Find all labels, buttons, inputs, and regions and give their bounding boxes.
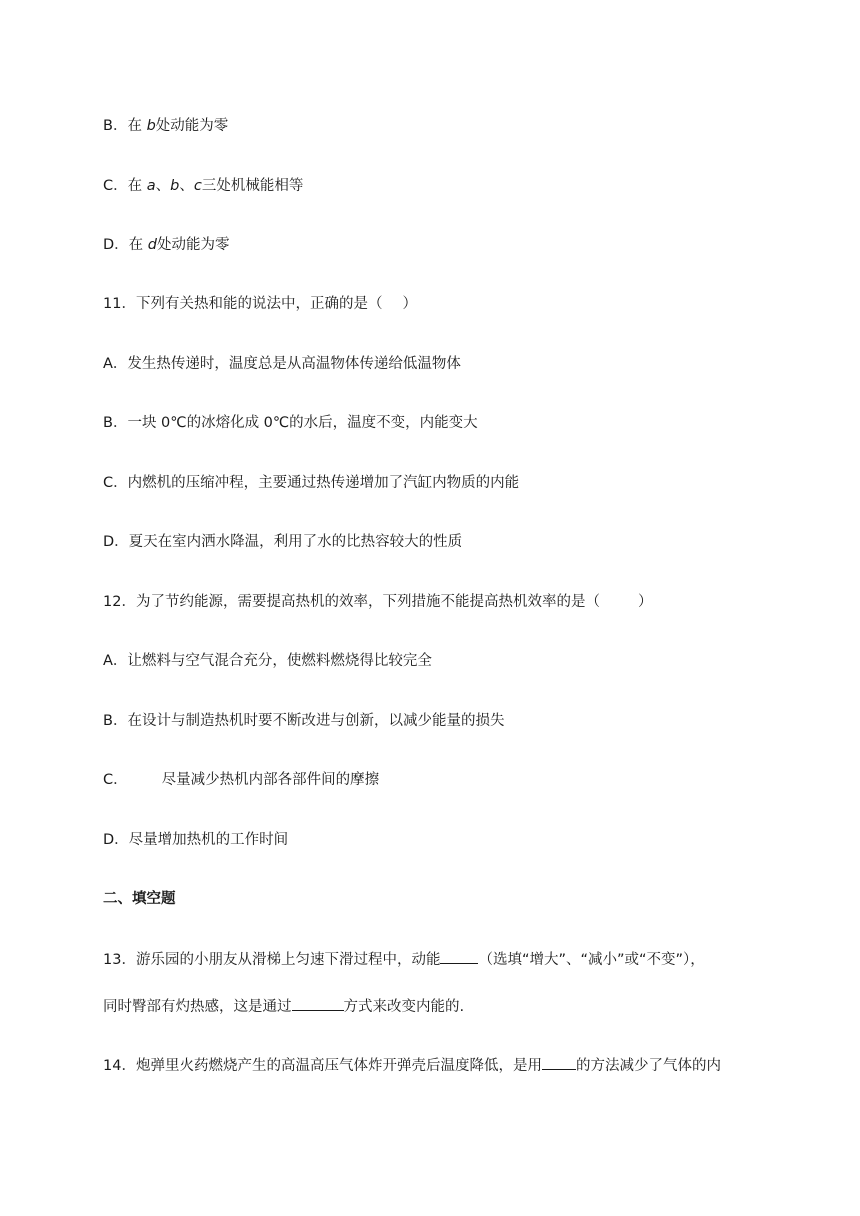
variable-a: a: [146, 178, 156, 194]
question-text: 12．为了节约能源，需要提高热机的效率，下列措施不能提高热机效率的是（: [103, 594, 600, 610]
answer-blank[interactable]: [440, 949, 478, 964]
option-q12-d: D．尽量增加热机的工作时间: [103, 832, 289, 848]
question-text: （选填“增大”、“减小”或“不变”），: [478, 952, 705, 968]
option-q11-c: C．内燃机的压缩冲程，主要通过热传递增加了汽缸内物质的内能: [103, 475, 520, 491]
question-13-line2: [103, 996, 464, 1017]
answer-blank[interactable]: [292, 996, 344, 1011]
option-prefix: B．在: [103, 118, 147, 134]
variable-d: d: [147, 237, 157, 253]
option-text: 尽量减少热机内部各部件间的摩擦: [161, 772, 380, 788]
paren-close: ）: [402, 296, 417, 312]
question-text: 同时臀部有灼热感，这是通过: [103, 999, 292, 1015]
option-q11-a: A．发生热传递时，温度总是从高温物体传递给低温物体: [103, 356, 461, 372]
section-title: 二、填空题: [103, 891, 176, 907]
question-13-line1: [103, 949, 705, 970]
variable-b: b: [170, 178, 180, 194]
question-12-stem: [103, 592, 652, 612]
question-11-stem: [103, 294, 417, 314]
option-text: 三处机械能相等: [201, 178, 304, 194]
option-prefix: C．: [103, 772, 128, 788]
variable-c: c: [193, 178, 202, 194]
separator: 、: [155, 178, 171, 194]
question-text: 13．游乐园的小朋友从滑梯上匀速下滑过程中，动能: [103, 952, 441, 968]
option-q11-b: B．一块 0℃的冰熔化成 0℃的水后，温度不变，内能变大: [103, 415, 478, 431]
option-q10-d: [103, 235, 230, 255]
option-q10-c: [103, 176, 303, 196]
question-text: 11．下列有关热和能的说法中，正确的是（: [103, 296, 383, 312]
question-text: 的方法减少了气体的内: [575, 1058, 721, 1074]
option-q12-a: A．让燃料与空气混合充分，使燃料燃烧得比较完全: [103, 653, 432, 669]
option-q12-b: B．在设计与制造热机时要不断改进与创新，以减少能量的损失: [103, 713, 505, 729]
question-text: 14．炮弹里火药燃烧产生的高温高压气体炸开弹壳后温度降低，是用: [103, 1058, 542, 1074]
variable-b: b: [146, 118, 156, 134]
option-q10-b: [103, 116, 228, 136]
answer-blank[interactable]: [542, 1055, 576, 1070]
option-text: 处动能为零: [155, 118, 229, 134]
option-prefix: D．在: [103, 237, 148, 253]
separator: 、: [179, 178, 194, 194]
question-text: 方式来改变内能的.: [343, 999, 465, 1015]
option-q12-c: [103, 770, 379, 790]
option-text: 处动能为零: [157, 237, 230, 253]
option-q11-d: D．夏天在室内洒水降温，利用了水的比热容较大的性质: [103, 534, 463, 550]
paren-close: ）: [637, 594, 653, 610]
question-14-line1: [103, 1055, 721, 1076]
option-prefix: C．在: [103, 178, 147, 194]
